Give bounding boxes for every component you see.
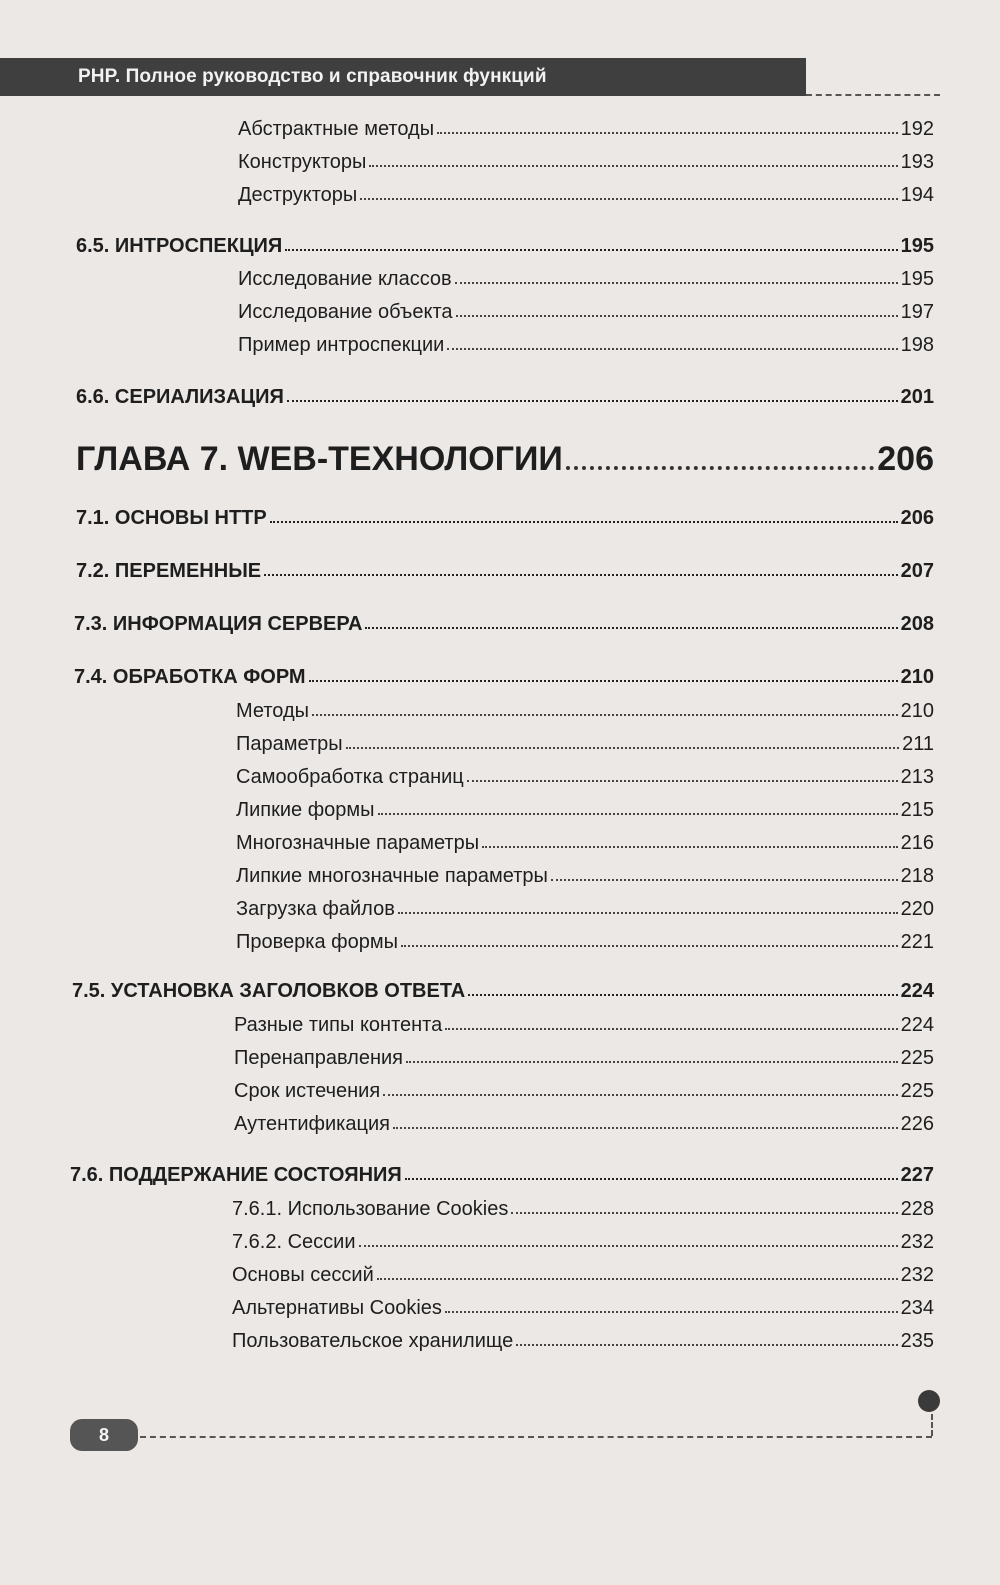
dot-leader xyxy=(447,347,897,350)
running-header-title: PHP. Полное руководство и справочник функций xyxy=(78,66,547,87)
toc-subsection-entry xyxy=(238,118,934,141)
toc-subsection-entry xyxy=(238,334,934,357)
toc-entry-page: 206 xyxy=(877,440,934,478)
toc-entry-page: 234 xyxy=(900,1297,934,1319)
dot-leader xyxy=(365,626,897,629)
toc-entry-page: 211 xyxy=(902,733,934,755)
toc-entry-title: Параметры xyxy=(236,733,343,755)
dot-leader xyxy=(445,1310,898,1313)
toc-entry-page: 206 xyxy=(900,507,934,529)
toc-entry-page: 195 xyxy=(900,235,934,257)
toc-subsection-entry xyxy=(238,301,934,324)
toc-entry-page: 224 xyxy=(900,1014,934,1036)
toc-entry-title: Альтернативы Cookies xyxy=(232,1297,442,1319)
toc-entry-title: Перенаправления xyxy=(234,1047,403,1069)
dot-leader xyxy=(287,399,898,402)
toc-entry-page: 193 xyxy=(900,151,934,173)
dot-leader xyxy=(405,1177,898,1180)
footer-dashed-rule xyxy=(140,1436,932,1438)
toc-entry-page: 216 xyxy=(900,832,934,854)
toc-subsection-entry xyxy=(236,931,934,954)
toc-section-entry xyxy=(70,1164,934,1187)
toc-entry-page: 215 xyxy=(900,799,934,821)
dot-leader xyxy=(383,1093,897,1096)
dot-leader xyxy=(360,197,897,200)
dot-leader xyxy=(511,1211,897,1214)
toc-section-entry xyxy=(76,507,934,530)
toc-subsection-entry xyxy=(232,1330,934,1353)
dot-leader xyxy=(378,812,898,815)
toc-entry-title: 7.2. ПЕРЕМЕННЫЕ xyxy=(76,560,262,582)
toc-section-entry xyxy=(76,386,934,409)
toc-subsection-entry xyxy=(238,268,934,291)
toc-entry-title: Самообработка страниц xyxy=(236,766,464,788)
toc-section-entry xyxy=(76,235,934,258)
toc-entry-title: Загрузка файлов xyxy=(236,898,395,920)
toc-entry-page: 224 xyxy=(900,980,934,1002)
toc-subsection-entry xyxy=(234,1080,934,1103)
dot-leader xyxy=(346,746,899,749)
toc-entry-page: 218 xyxy=(900,865,934,887)
toc-entry-title: Пример интроспекции xyxy=(238,334,445,356)
dot-leader xyxy=(516,1343,897,1346)
toc-entry-title: Абстрактные методы xyxy=(238,118,435,140)
dot-leader xyxy=(468,993,897,996)
dot-leader xyxy=(551,878,898,881)
toc-entry-title: 7.5. УСТАНОВКА ЗАГОЛОВКОВ ОТВЕТА xyxy=(72,980,466,1002)
toc-chapter-entry xyxy=(76,440,934,479)
toc-entry-title: Методы xyxy=(236,700,310,722)
dot-leader xyxy=(270,520,898,523)
dot-leader xyxy=(285,248,897,251)
toc-entry-title: Липкие многозначные параметры xyxy=(236,865,548,887)
toc-subsection-entry xyxy=(232,1297,934,1320)
toc-entry-title: Деструкторы xyxy=(238,184,358,206)
toc-entry-page: 201 xyxy=(900,386,934,408)
toc-entry-title: Исследование объекта xyxy=(238,301,453,323)
toc-entry-title: 6.6. СЕРИАЛИЗАЦИЯ xyxy=(76,386,284,408)
dot-leader xyxy=(309,679,898,682)
dot-leader xyxy=(401,944,898,947)
toc-entry-page: 213 xyxy=(900,766,934,788)
toc-subsection-entry xyxy=(232,1198,934,1221)
toc-entry-page: 227 xyxy=(900,1164,934,1186)
footer-tick xyxy=(931,1414,935,1436)
toc-subsection-entry xyxy=(236,832,934,855)
toc-entry-title: ГЛАВА 7. WEB-ТЕХНОЛОГИИ xyxy=(76,440,563,478)
dot-leader xyxy=(456,314,898,317)
toc-entry-title: Основы сессий xyxy=(232,1264,374,1286)
toc-subsection-entry xyxy=(236,865,934,888)
toc-subsection-entry xyxy=(234,1047,934,1070)
dot-leader xyxy=(406,1060,898,1063)
toc-entry-title: 7.3. ИНФОРМАЦИЯ СЕРВЕРА xyxy=(74,613,363,635)
dot-leader xyxy=(467,779,898,782)
toc-entry-title: Разные типы контента xyxy=(234,1014,443,1036)
toc-subsection-entry xyxy=(234,1113,934,1136)
toc-section-entry xyxy=(74,666,934,689)
toc-subsection-entry xyxy=(236,799,934,822)
page-number-badge xyxy=(70,1419,138,1451)
toc-subsection-entry xyxy=(232,1231,934,1254)
toc-entry-page: 198 xyxy=(900,334,934,356)
toc-entry-title: 6.5. ИНТРОСПЕКЦИЯ xyxy=(76,235,283,257)
toc-subsection-entry xyxy=(236,700,934,723)
dot-leader xyxy=(566,465,874,470)
toc-subsection-entry xyxy=(236,766,934,789)
dot-leader xyxy=(455,281,898,284)
toc-entry-title: 7.4. ОБРАБОТКА ФОРМ xyxy=(74,666,306,688)
dot-leader xyxy=(398,911,898,914)
toc-entry-title: 7.1. ОСНОВЫ HTTP xyxy=(76,507,267,529)
toc-entry-title: 7.6. ПОДДЕРЖАНИЕ СОСТОЯНИЯ xyxy=(70,1164,402,1186)
toc-entry-title: 7.6.2. Сессии xyxy=(232,1231,356,1253)
toc-section-entry xyxy=(76,560,934,583)
toc-entry-page: 235 xyxy=(900,1330,934,1352)
toc-entry-title: Многозначные параметры xyxy=(236,832,480,854)
toc-subsection-entry xyxy=(236,898,934,921)
dot-leader xyxy=(369,164,897,167)
toc-entry-page: 220 xyxy=(900,898,934,920)
toc-entry-page: 226 xyxy=(900,1113,934,1135)
toc-entry-page: 225 xyxy=(900,1080,934,1102)
dot-leader xyxy=(393,1126,898,1129)
toc-entry-page: 228 xyxy=(900,1198,934,1220)
toc-entry-page: 207 xyxy=(900,560,934,582)
toc-subsection-entry xyxy=(238,184,934,207)
toc-entry-page: 192 xyxy=(900,118,934,140)
toc-entry-page: 197 xyxy=(900,301,934,323)
toc-entry-title: Липкие формы xyxy=(236,799,375,821)
toc-entry-title: Срок истечения xyxy=(234,1080,381,1102)
dot-leader xyxy=(482,845,898,848)
toc-section-entry xyxy=(74,613,934,636)
dot-leader xyxy=(445,1027,897,1030)
dot-leader xyxy=(377,1277,898,1280)
dot-leader xyxy=(359,1244,898,1247)
dot-leader xyxy=(312,713,898,716)
toc-subsection-entry xyxy=(238,151,934,174)
toc-entry-page: 210 xyxy=(900,666,934,688)
toc-entry-page: 232 xyxy=(900,1231,934,1253)
toc-entry-title: Аутентификация xyxy=(234,1113,390,1135)
toc-entry-title: Конструкторы xyxy=(238,151,367,173)
page-number: 8 xyxy=(98,1425,109,1445)
toc-entry-page: 221 xyxy=(900,931,934,953)
footer-dot-icon xyxy=(918,1390,940,1412)
toc-entry-title: 7.6.1. Использование Cookies xyxy=(232,1198,509,1220)
toc-entry-page: 210 xyxy=(900,700,934,722)
toc-entry-page: 194 xyxy=(900,184,934,206)
toc-subsection-entry xyxy=(234,1014,934,1037)
toc-entry-title: Проверка формы xyxy=(236,931,398,953)
toc-subsection-entry xyxy=(236,733,934,756)
toc-entry-page: 208 xyxy=(900,613,934,635)
toc-entry-page: 225 xyxy=(900,1047,934,1069)
toc-entry-page: 232 xyxy=(900,1264,934,1286)
dot-leader xyxy=(264,573,898,576)
toc-entry-page: 195 xyxy=(900,268,934,290)
toc-entry-title: Исследование классов xyxy=(238,268,452,290)
dot-leader xyxy=(437,131,898,134)
toc-section-entry xyxy=(72,980,934,1003)
toc-subsection-entry xyxy=(232,1264,934,1287)
toc-entry-title: Пользовательское хранилище xyxy=(232,1330,514,1352)
